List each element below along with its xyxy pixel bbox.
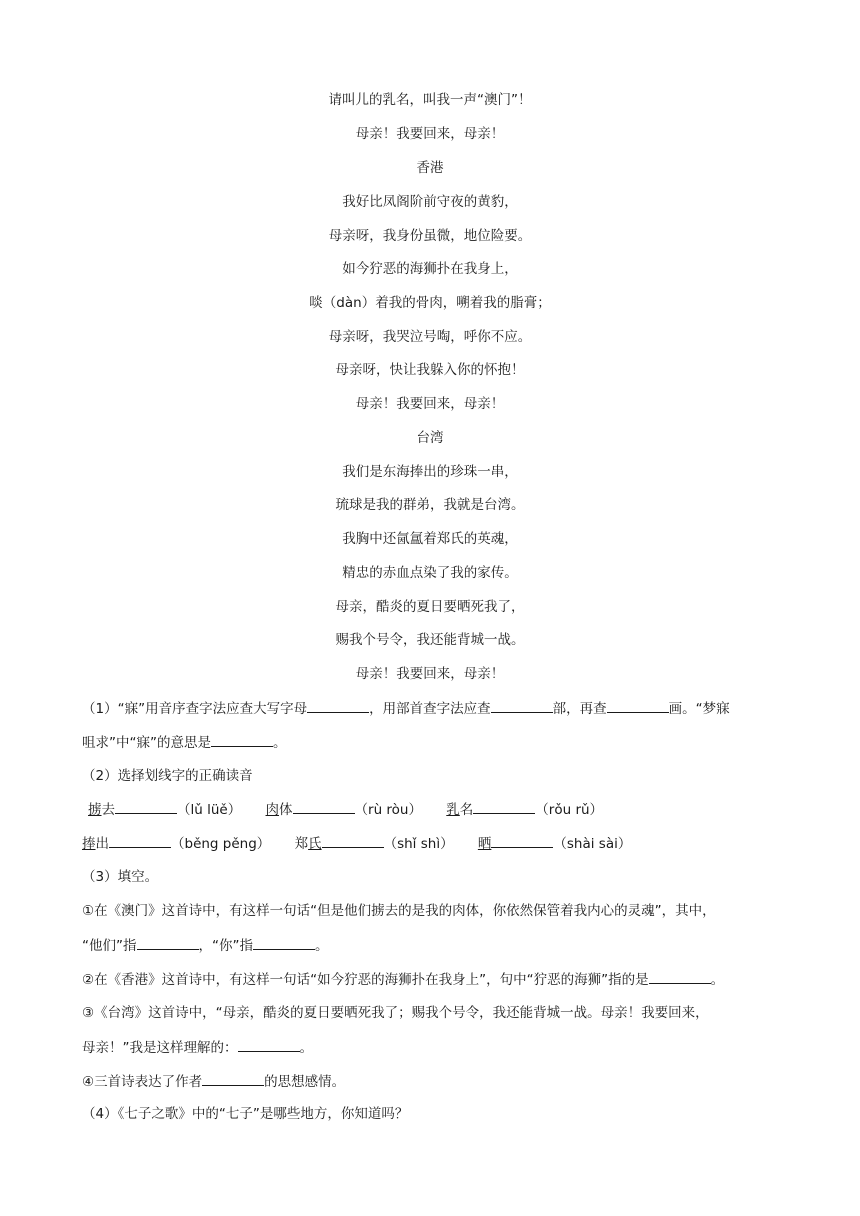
poem-line: 赐我个号令，我还能背城一战。 — [335, 632, 525, 648]
reading-item: 捧出 （běng pěng） — [82, 836, 270, 852]
answer-blank[interactable] — [253, 935, 315, 950]
poem-line: 我胸中还氤氲着郑氏的英魂， — [342, 531, 518, 547]
reading-item: 郑氏 （shǐ shì） — [295, 836, 454, 852]
poem-line: 我好比凤阁阶前守夜的黄豹， — [342, 194, 518, 210]
answer-blank[interactable] — [649, 969, 711, 984]
poem-line: 啖（dàn）着我的骨肉，嗍着我的脂膏； — [309, 295, 551, 311]
reading-row-2 — [82, 833, 651, 854]
question-3-item-1-cont: “他们”指 ，“你”指 。 — [82, 935, 782, 956]
poem-line: 母亲！我要回来，母亲！ — [355, 126, 505, 142]
question-3-title: （3）填空。 — [82, 869, 159, 885]
poem-line: 如今狞恶的海狮扑在我身上， — [342, 261, 518, 277]
question-2-title: （2）选择划线字的正确读音 — [82, 768, 253, 784]
answer-blank[interactable] — [238, 1037, 300, 1052]
poem-line: 精忠的赤血点染了我的家传。 — [342, 565, 518, 581]
answer-blank[interactable] — [115, 799, 177, 814]
answer-blank[interactable] — [322, 833, 384, 848]
answer-blank[interactable] — [491, 698, 553, 713]
reading-item: 乳名 （rǒu rǔ） — [446, 802, 603, 818]
answer-blank[interactable] — [137, 935, 199, 950]
poem-line: 请叫儿的乳名，叫我一声“澳门”！ — [328, 92, 532, 108]
poem-line: 母亲！我要回来，母亲！ — [355, 396, 505, 412]
answer-blank[interactable] — [607, 698, 669, 713]
answer-blank[interactable] — [202, 1071, 264, 1086]
answer-blank[interactable] — [473, 799, 535, 814]
answer-blank[interactable] — [211, 732, 273, 747]
answer-blank[interactable] — [293, 799, 355, 814]
poem-line: 琉球是我的群弟，我就是台湾。 — [335, 497, 525, 513]
reading-item: 晒 （shài sài） — [478, 836, 631, 852]
question-3-item-3-cont: 母亲！”我是这样理解的： 。 — [82, 1037, 782, 1058]
question-3-item-1: ①在《澳门》这首诗中，有这样一句话“但是他们掳去的是我的肉体，你依然保管着我内心的灵魂”，其中， — [82, 903, 716, 919]
poem-heading-taiwan: 台湾 — [416, 430, 444, 446]
poem-line: 母亲呀，我身份虽微，地位险要。 — [328, 228, 532, 244]
question-1: （1）“寐”用音序查字法应查大写字母 ，用部首查字法应查 部，再查 画。“梦寐 — [82, 698, 782, 719]
question-3-item-2: ②在《香港》这首诗中，有这样一句话“如今狞恶的海狮扑在我身上”，句中“狞恶的海狮”指的是 。 — [82, 969, 782, 990]
poem-line: 母亲！我要回来，母亲！ — [355, 666, 505, 682]
answer-blank[interactable] — [307, 698, 369, 713]
question-4: （4）《七子之歌》中的“七子”是哪些地方，你知道吗？ — [82, 1106, 409, 1122]
poem-heading-hongkong: 香港 — [416, 160, 444, 176]
poem-line: 我们是东海捧出的珍珠一串， — [342, 464, 518, 480]
reading-row-1 — [88, 799, 623, 820]
question-1-cont: 咀求”中“寐”的意思是 。 — [82, 732, 782, 753]
poem-line: 母亲呀，快让我躲入你的怀抱！ — [335, 362, 525, 378]
reading-item: 掳去 （lǔ lüě） — [88, 802, 241, 818]
poem-line: 母亲，酷炎的夏日要晒死我了， — [335, 599, 525, 615]
reading-item: 肉体 （rù ròu） — [266, 802, 422, 818]
answer-blank[interactable] — [109, 833, 171, 848]
question-3-item-3: ③《台湾》这首诗中，“母亲，酷炎的夏日要晒死我了；赐我个号令，我还能背城一战。母亲！我要回来， — [82, 1005, 709, 1021]
poem-line: 母亲呀，我哭泣号啕，呼你不应。 — [328, 329, 532, 345]
answer-blank[interactable] — [491, 833, 553, 848]
question-3-item-4: ④三首诗表达了作者 的思想感情。 — [82, 1071, 782, 1092]
